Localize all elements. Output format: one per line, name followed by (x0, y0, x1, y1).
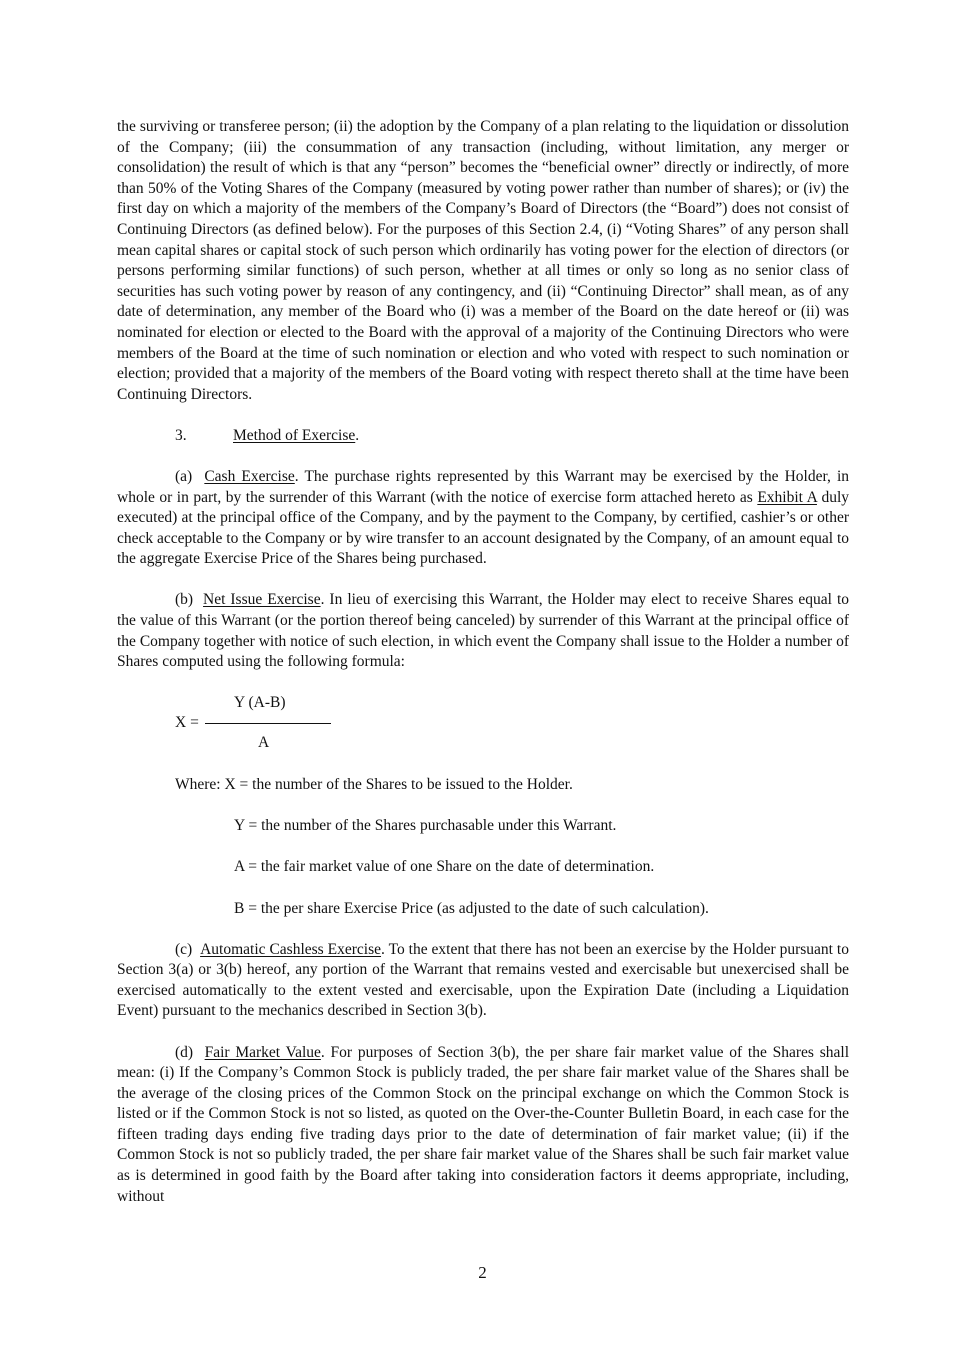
formula-definitions (117, 775, 849, 919)
paragraph-title: Cash Exercise (204, 467, 295, 485)
paragraph-d: (d) Fair Market Value. For purposes of Section 3(b), the per share fair market value of the Shares shall mean: (i) If the Company’s Common Stock is publicly traded, the per share fair market value of the Shares shall be the average of the closing prices of the Common Stock on the principal exchange on which the Common Stock is listed or if the Common Stock is not so listed, as quoted on the Over-the-Counter Bulletin Board, in each case for the fifteen trading days ending five trading days prior to the date of determination of fair market value; (ii) if the Common Stock is not so publicly traded, the per share fair market value of the Shares shall be such fair market value as is determined in good faith by the Board after taking into consideration factors it deems appropriate, including, without (117, 1043, 850, 1205)
formula-lhs: X = (175, 713, 199, 731)
paragraph-label: (d) (175, 1043, 194, 1061)
paragraph-title: Fair Market Value (204, 1043, 321, 1061)
paragraph-c: (c) Automatic Cashless Exercise. To the extent that there has not been an exercise by the Holder pursuant to Section 3(a) or 3(b) hereof, any portion of the Warrant that remains vested and exercisable but unexercised shall be exercised automatically to the extent vested and exercisable, upon the Expiration Date (including a Liquidation Event) pursuant to the mechanics described in Section 3(b). (117, 940, 849, 1020)
page-number: 2 (478, 1263, 487, 1282)
section-3-heading: 3. Method of Exercise. (117, 426, 849, 447)
paragraph-label: (c) (175, 940, 193, 958)
net-issue-formula (117, 693, 849, 755)
paragraph-title: Net Issue Exercise (203, 591, 321, 609)
definition-x: Where: X = the number of the Shares to be issued to the Holder. (175, 776, 573, 794)
document-page (117, 117, 849, 1207)
paragraph-a: (a) Cash Exercise. The purchase rights represented by this Warrant may be exercised by the Holder, in whole or in part, by the surrender of this Warrant (with the notice of exercise form attached hereto as Exhibit A duly executed) at the principal office of the Company, and by the payment to the Company, by certified, cashier’s or other check acceptable to the Company or by wire transfer to an account designated by the Company, of an amount equal to the aggregate Exercise Price of the Shares being purchased. (117, 467, 850, 568)
section-number: 3. (175, 426, 187, 444)
formula-denominator: A (258, 733, 270, 751)
paragraph-label: (b) (175, 591, 194, 609)
formula-numerator: Y (A-B) (234, 693, 286, 711)
paragraph-b: (b) Net Issue Exercise. In lieu of exercising this Warrant, the Holder may elect to receive Shares equal to the value of this Warrant (or the portion thereof being canceled) by surrender of this Warrant at the principal office of the Company together with notice of such election, in which event the Company shall issue to the Holder a number of Shares computed using the following formula: (117, 591, 850, 671)
paragraph-label: (a) (175, 467, 193, 485)
continuation-paragraph: the surviving or transferee person; (ii) the adoption by the Company of a plan relating to the liquidation or dissolution of the Company; (iii) the consummation of any transaction (including, without limitation, any merger or consolidation) the result of which is that any “person” becomes the “beneficial owner” directly or indirectly, of more than 50% of the Voting Shares of the Company (measured by voting power rather than number of shares); or (iv) the first day on which a majority of the members of the Company’s Board of Directors (the “Board”) does not consist of Continuing Directors (as defined below). For the purposes of this Section 2.4, (i) “Voting Shares” of any person shall mean capital shares or capital stock of such person which ordinarily has voting power for the election of directors (or persons performing similar functions) of such person, whether at all times or only so long as no senior class of securities has such voting power by reason of any contingency, and (ii) “Continuing Director” shall mean, as of any date of determination, any member of the Board who (i) was a member of the Board on the date hereof or (ii) was nominated for election or elected to the Board with the approval of a majority of the Continuing Directors who were members of the Board at the time of such nomination or election and who voted with respect to such nomination or election; provided that a majority of the members of the Board voting with respect thereto shall at the time have been Continuing Directors. (117, 118, 849, 403)
definition-a: A = the fair market value of one Share on the date of determination. (234, 858, 655, 876)
definition-b: B = the per share Exercise Price (as adjusted to the date of such calculation). (234, 899, 709, 917)
section-title: Method of Exercise (233, 426, 356, 444)
paragraph-title: Automatic Cashless Exercise (200, 940, 382, 958)
fraction-bar (205, 723, 331, 724)
exhibit-reference: Exhibit A (757, 488, 817, 506)
definition-y: Y = the number of the Shares purchasable under this Warrant. (234, 817, 617, 835)
